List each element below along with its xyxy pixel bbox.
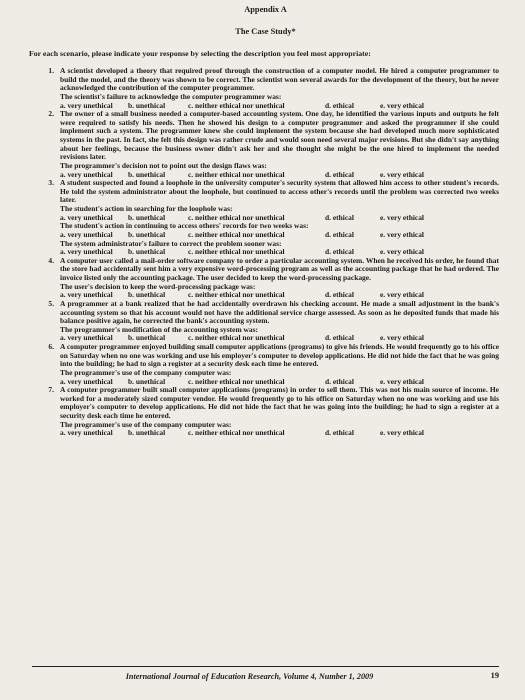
- journal-citation: International Journal of Education Research, Volume 4, Number 1, 2009: [125, 672, 374, 681]
- case-item: [32, 110, 499, 179]
- footer-divider: [32, 666, 499, 667]
- response-option: e. very ethical: [380, 376, 424, 386]
- response-option: a. very unethical: [60, 229, 113, 239]
- response-option: e. very ethical: [380, 290, 424, 300]
- response-option: c. neither ethical nor unethical: [188, 290, 285, 300]
- response-option: c. neither ethical nor unethical: [188, 376, 285, 386]
- response-option: d. ethical: [325, 290, 354, 300]
- case-scenario-text: A computer user called a mail-order software company to order a particular accounting system. When he received his order, he found that the store had accidentally sent him a very expensive word-processing program as well as the accounting package that he had ordered. The invoice listed only the accounting package. The user decided to keep the word-processing package.: [60, 255, 499, 282]
- response-option: e. very ethical: [380, 428, 424, 438]
- case-number: 4.: [48, 255, 54, 265]
- response-option: d. ethical: [325, 376, 354, 386]
- response-option: b. unethical: [128, 247, 166, 257]
- case-question: The programmer's modification of the accounting system was:: [60, 324, 258, 334]
- response-option: a. very unethical: [60, 247, 113, 257]
- response-option: a. very unethical: [60, 333, 113, 343]
- response-option: a. very unethical: [60, 100, 113, 110]
- case-scenario-text: A computer programmer enjoyed building small computer applications (programs) to give his friends. He would frequently go to his office on Saturday when no one was working and use his employer's computer to develop applications. He did not hide the fact that he was going into the building; he had to sign a register at a security desk each time he entered.: [60, 342, 499, 369]
- response-option: a. very unethical: [60, 212, 113, 222]
- response-option: d. ethical: [325, 333, 354, 343]
- response-option: e. very ethical: [380, 212, 424, 222]
- case-scenario-text: A programmer at a bank realized that he had accidentally overdrawn his checking account. He made a small adjustment in the bank's accounting system so that his account would not have the additional service charge assessed. As soon as he deposited funds that made his balance positive again, he corrected the bank's accounting system.: [60, 298, 499, 326]
- case-number: 5.: [48, 298, 54, 308]
- case-question: The programmer's use of the company computer was:: [60, 419, 232, 429]
- response-option: c. neither ethical nor unethical: [188, 247, 285, 257]
- response-option: b. unethical: [128, 428, 166, 438]
- case-scenario-text: A student suspected and found a loophole in the university computer's security system that allowed him access to other student's records. He told the system administrator about the loophole, but continued to access other's records until the problem was corrected two weeks later.: [60, 178, 499, 205]
- case-question: The student's action in continuing to access others' records for two weeks was:: [60, 221, 309, 231]
- case-item: [32, 300, 499, 343]
- case-question: The programmer's decision not to point out the design flaws was:: [60, 160, 267, 170]
- case-question: The user's decision to keep the word-processing package was:: [60, 281, 256, 291]
- case-item: [32, 257, 499, 300]
- case-item: [32, 343, 499, 386]
- response-option: e. very ethical: [380, 169, 424, 179]
- response-option: c. neither ethical nor unethical: [188, 428, 285, 438]
- case-question: The scientist's failure to acknowledge the computer programmer was:: [60, 91, 282, 101]
- response-option: e. very ethical: [380, 333, 424, 343]
- response-option: b. unethical: [128, 169, 166, 179]
- response-option: c. neither ethical nor unethical: [188, 229, 285, 239]
- response-option: c. neither ethical nor unethical: [188, 333, 285, 343]
- response-option: b. unethical: [128, 229, 166, 239]
- appendix-heading: Appendix A: [244, 5, 287, 14]
- response-option: d. ethical: [325, 100, 354, 110]
- case-number: 6.: [48, 342, 54, 351]
- response-option: a. very unethical: [60, 169, 113, 179]
- response-option: e. very ethical: [380, 229, 424, 239]
- case-question: The programmer's use of the company computer was:: [60, 367, 232, 377]
- case-number: 3.: [48, 178, 54, 188]
- response-option: d. ethical: [325, 212, 354, 222]
- response-option: c. neither ethical nor unethical: [188, 100, 285, 110]
- case-question: The student's action in searching for the loophole was:: [60, 204, 233, 213]
- response-option: b. unethical: [128, 100, 166, 110]
- case-question: The system administrator's failure to correct the problem sooner was:: [60, 238, 282, 248]
- response-option: c. neither ethical nor unethical: [188, 212, 285, 222]
- response-option: e. very ethical: [380, 100, 424, 110]
- response-option: b. unethical: [128, 376, 166, 386]
- response-option: e. very ethical: [380, 247, 424, 257]
- instructions-text: For each scenario, please indicate your response by selecting the description you feel most appropriate:: [29, 49, 371, 58]
- case-number: 2.: [48, 109, 54, 119]
- response-option: b. unethical: [128, 333, 166, 343]
- page-number: 19: [490, 671, 499, 680]
- response-option: d. ethical: [325, 428, 354, 438]
- response-option: d. ethical: [325, 169, 354, 179]
- response-option: a. very unethical: [60, 376, 113, 386]
- page-title: The Case Study*: [235, 27, 296, 36]
- case-number: 1.: [48, 66, 54, 75]
- case-list: [32, 67, 499, 438]
- response-option: c. neither ethical nor unethical: [188, 169, 285, 179]
- case-item: [32, 386, 499, 438]
- case-item: [32, 179, 499, 257]
- response-option: b. unethical: [128, 212, 166, 222]
- response-option: a. very unethical: [60, 428, 113, 438]
- case-scenario-text: The owner of a small business needed a computer-based accounting system. One day, he identified the various inputs and outputs he felt were required to satisfy his needs. Then he showed his design to a computer programmer and asked the programmer if she could implement such a system. The programmer knew she could implement the system because she had developed much more sophisticated systems in the past. In fact, she felt this design was rather crude and would soon need several major revisions. But she didn't say anything about her feelings, because the business owner didn't ask her and she thought she might be the one hired to implement the needed revisions later.: [60, 109, 499, 162]
- case-item: [32, 67, 499, 110]
- response-option: b. unethical: [128, 290, 166, 300]
- case-number: 7.: [48, 385, 54, 395]
- case-scenario-text: A scientist developed a theory that required proof through the construction of a computer model. He hired a computer programmer to build the model, and the theory was shown to be correct. The scientist won several awards for the development of the theory, but he never acknowledged the contribution of the computer programmer.: [60, 66, 499, 93]
- response-option: a. very unethical: [60, 290, 113, 300]
- case-scenario-text: A computer programmer built small computer applications (programs) in order to sell them. This was not his main source of income. He worked for a moderately sized computer vendor. He would frequently go to his office on Saturday when no one was working and use his employer's computer to develop applications. He did not hide the fact that he was going into the building; he had to sign a register at a security desk each time he entered.: [60, 385, 499, 420]
- response-option: d. ethical: [325, 229, 354, 239]
- response-option: d. ethical: [325, 247, 354, 257]
- response-options: [60, 429, 499, 438]
